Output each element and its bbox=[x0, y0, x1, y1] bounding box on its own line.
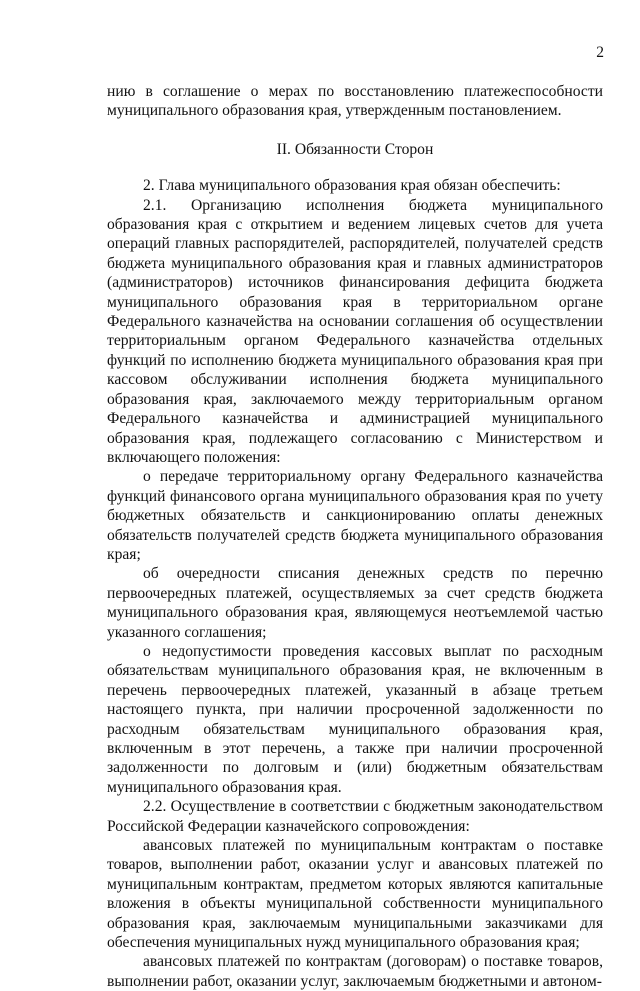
paragraph: 2.2. Осуществление в соответствии с бюджетным законодательством Российской Федерации казначейского сопровождения: bbox=[107, 798, 603, 835]
paragraph: авансовых платежей по контрактам (договорам) о поставке товаров, выполнении работ, оказании услуг, заключаемым бюджетными и автоном- bbox=[107, 953, 603, 990]
paragraph: о передаче территориальному органу Федерального казначейства функций финансового органа муниципального образования края по учету бюджетных обязательств и санкционированию оплаты денежных обязательств получателей средств бюджета муниципального образования края; bbox=[107, 468, 603, 563]
section-heading: II. Обязанности Сторон bbox=[276, 140, 434, 158]
paragraph-continuation: нию в соглашение о мерах по восстановлению платежеспособности муниципального образования края, утвержденным постановлением. bbox=[107, 83, 603, 120]
document-body bbox=[107, 82, 603, 991]
paragraph: 2.1. Организацию исполнения бюджета муниципального образования края с открытием и ведением лицевых счетов для учета операций главных распорядителей, распорядителей, получателей средств бюджета муниципального образования края и главных администраторов (администраторов) источников финансирования дефицита бюджета муниципального образования края в территориальном органе Федерального казначейства на основании соглашения об осуществлении территориальным органом Федерального казначейства отдельных функций по исполнению бюджета муниципального образования края при кассовом обслуживании исполнения бюджета муниципального образования края, заключаемого между территориальным органом Федерального казначейства и администрацией муниципального образования края, подлежащего согласованию с Министерством и включающего положения: bbox=[107, 196, 603, 466]
paragraph: 2. Глава муниципального образования края обязан обеспечить: bbox=[143, 177, 561, 195]
page-number: 2 bbox=[596, 44, 604, 61]
paragraph: об очередности списания денежных средств по перечню первоочередных платежей, осуществляемых за счет средств бюджета муниципального образования края, являющемуся неотъемлемой частью указанного соглашения; bbox=[107, 565, 603, 641]
paragraph: о недопустимости проведения кассовых выплат по расходным обязательствам муниципального образования края, не включенным в перечень первоочередных платежей, указанный в абзаце третьем настоящего пункта, при наличии просроченной задолженности по расходным обязательствам муниципального образования края, включенным в этот перечень, а также при наличии просроченной задолженности по долговым и (или) бюджетным обязательствам муниципального образования края. bbox=[107, 642, 603, 796]
paragraph: авансовых платежей по муниципальным контрактам о поставке товаров, выполнении работ, оказании услуг и авансовых платежей по муниципальным контрактам, предметом которых являются капитальные вложения в объекты муниципальной собственности муниципального образования края, заключаемым муниципальными заказчиками для обеспечения муниципальных нужд муниципального образования края; bbox=[107, 837, 603, 952]
